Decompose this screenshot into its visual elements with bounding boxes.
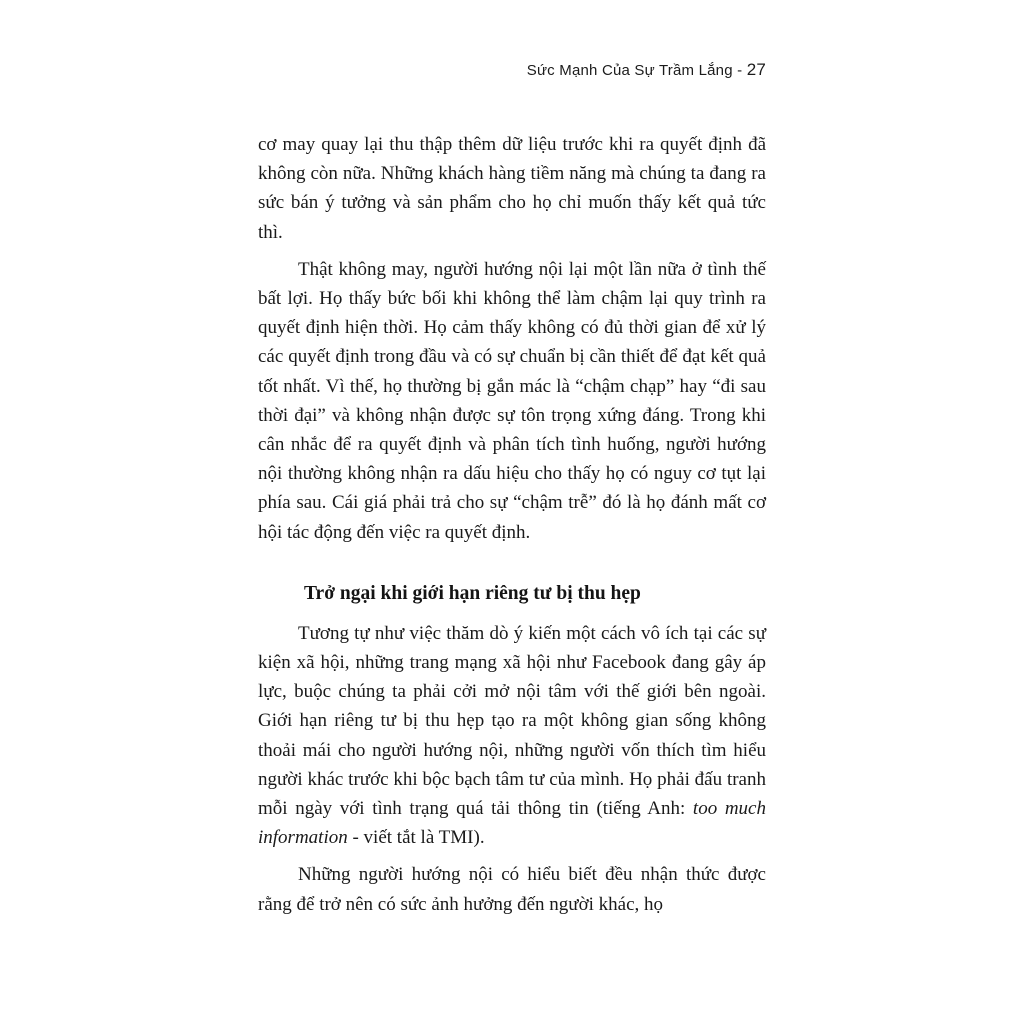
paragraph: Những người hướng nội có hiểu biết đều nhận thức được rằng để trở nên có sức ảnh hưởng đến người khác, họ — [258, 864, 766, 915]
paragraph-continued: cơ may quay lại thu thập thêm dữ liệu trước khi ra quyết định đã không còn nữa. Những khách hàng tiềm năng mà chúng ta đang ra sức bán ý tưởng và sản phẩm cho họ chỉ muốn thấy kết quả tức thì. — [258, 134, 766, 243]
paragraph-text: Tương tự như việc thăm dò ý kiến một cách vô ích tại các sự kiện xã hội, những trang mạng xã hội như Facebook đang gây áp lực, buộc chúng ta phải cởi mở nội tâm với thế giới bên ngoài. Giới hạn riêng tư bị thu hẹp tạo ra một không gian sống không thoải mái cho người hướng nội, những người vốn thích tìm hiểu người khác trước khi bộc bạch tâm tư của mình. Họ phải đấu tranh mỗi ngày với tình trạng quá tải thông tin (tiếng Anh: — [258, 622, 766, 820]
book-title: Sức Mạnh Của Sự Trầm Lắng — [526, 62, 733, 79]
body-text — [258, 130, 766, 919]
italic-term: too much information — [258, 798, 766, 849]
paragraph-text-tail: - viết tắt là TMI). — [347, 827, 485, 849]
paragraph: Thật không may, người hướng nội lại một lần nữa ở tình thế bất lợi. Họ thấy bức bối khi không thể làm chậm lại quy trình ra quyết định hiện thời. Họ cảm thấy không có đủ thời gian để xử lý các quyết định trong đầu và có sự chuẩn bị cần thiết để đạt kết quả tốt nhất. Vì thế, họ thường bị gắn mác là “chậm chạp” hay “đi sau thời đại” và không nhận được sự tôn trọng xứng đáng. Trong khi cân nhắc để ra quyết định và phân tích tình huống, người hướng nội thường không nhận ra dấu hiệu cho thấy họ có nguy cơ tụt lại phía sau. Cái giá phải trả cho sự “chậm trễ” đó là họ đánh mất cơ hội tác động đến việc ra quyết định. — [258, 258, 766, 543]
section-heading: Trở ngại khi giới hạn riêng tư bị thu hẹp — [304, 582, 641, 604]
paragraph — [258, 619, 766, 853]
page-number: 27 — [746, 60, 766, 79]
running-header — [527, 60, 766, 80]
header-separator: - — [732, 62, 747, 79]
